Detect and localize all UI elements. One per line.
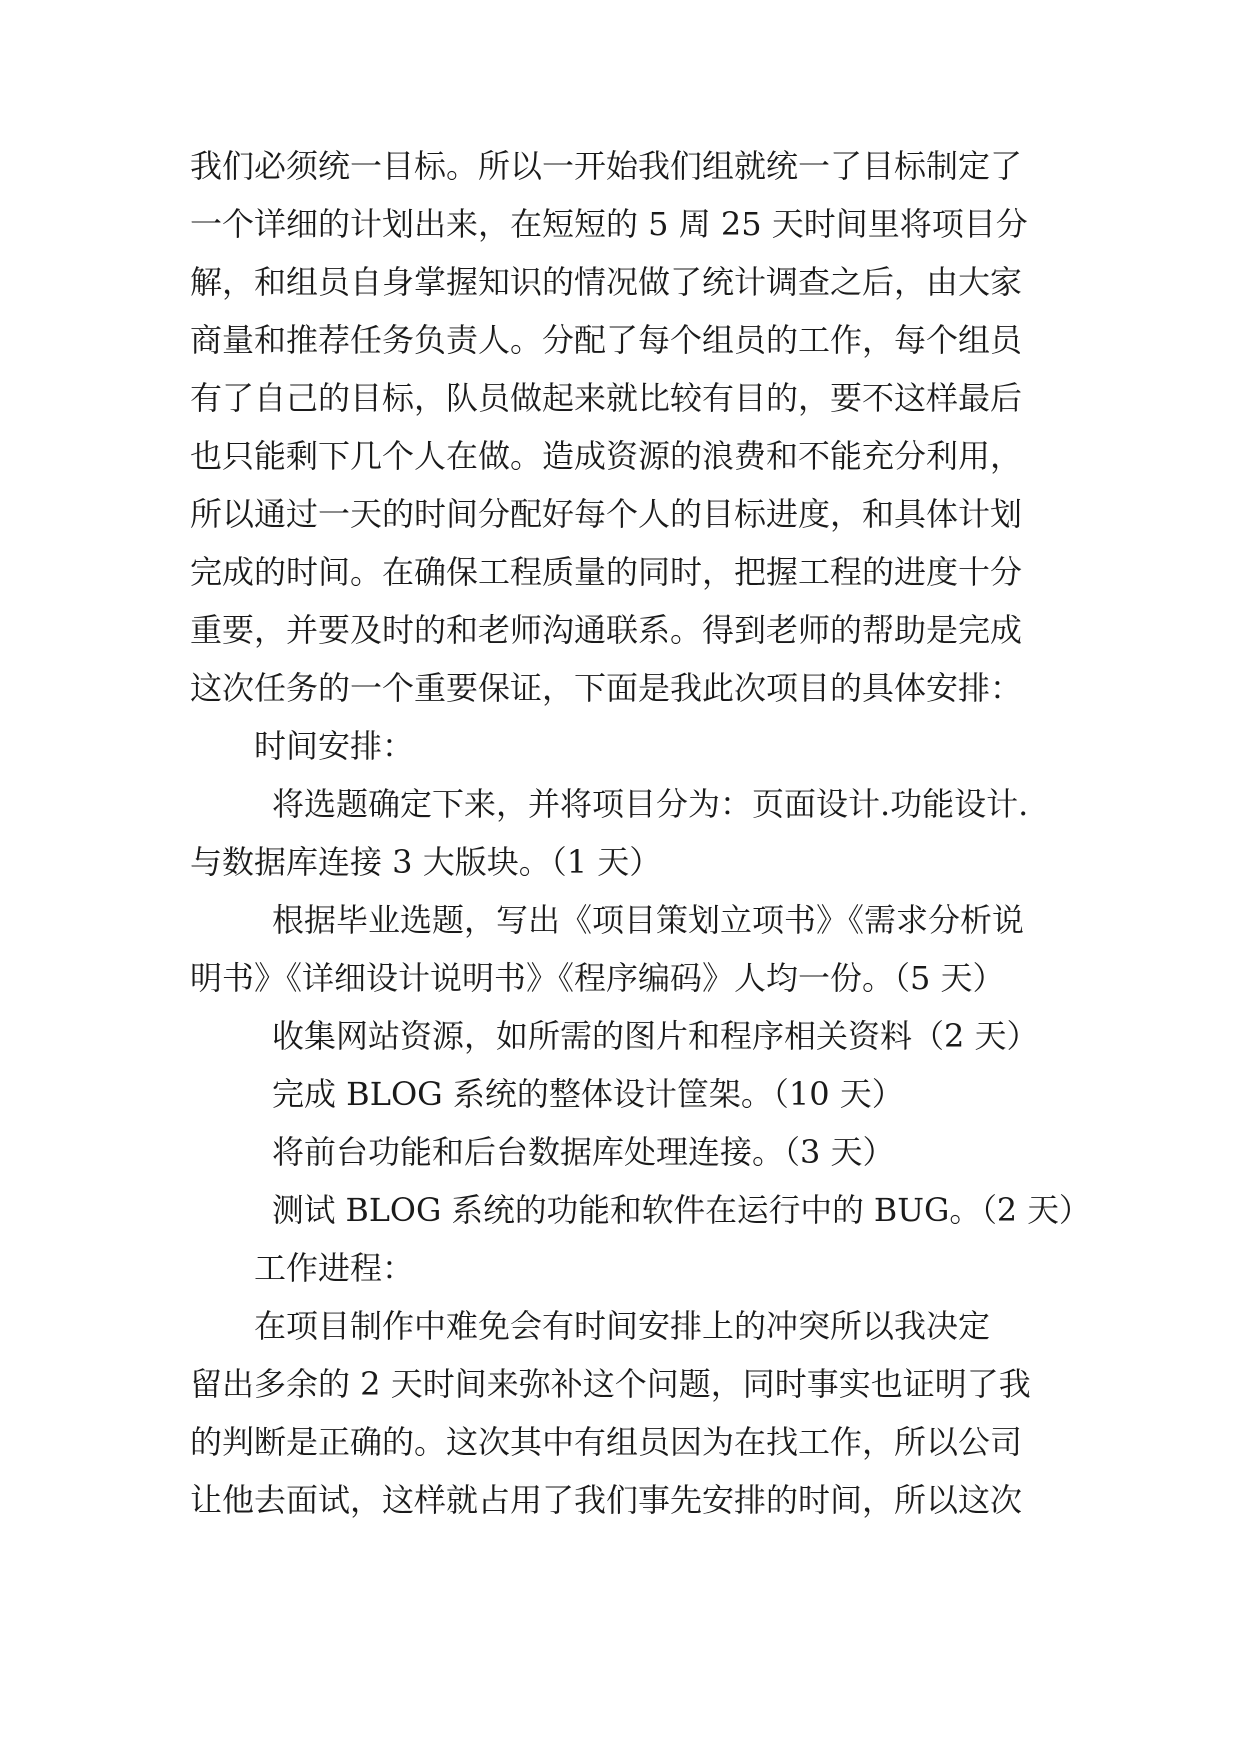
text-line: 的判断是正确的。这次其中有组员因为在找工作，所以公司 [190,1423,1023,1461]
schedule-item-continuation: 与数据库连接 3 大版块。（1 天） [190,843,662,881]
text-line: 商量和推荐任务负责人。分配了每个组员的工作，每个组员 [190,321,1023,359]
text-line: 所以通过一天的时间分配好每个人的目标进度，和具体计划 [190,495,1023,533]
text-line: 我们必须统一目标。所以一开始我们组就统一了目标制定了 [190,147,1023,185]
schedule-item: 将选题确定下来，并将项目分为：页面设计.功能设计. [272,785,1029,823]
text-line: 在项目制作中难免会有时间安排上的冲突所以我决定 [254,1307,991,1345]
section-heading-schedule: 时间安排： [254,727,415,765]
text-line: 也只能剩下几个人在做。造成资源的浪费和不能充分利用， [190,437,1023,475]
text-line: 留出多余的 2 天时间来弥补这个问题，同时事实也证明了我 [190,1365,1031,1403]
text-line: 完成的时间。在确保工程质量的同时，把握工程的进度十分 [190,553,1023,591]
text-line: 有了自己的目标，队员做起来就比较有目的，要不这样最后 [190,379,1023,417]
text-line: 解，和组员自身掌握知识的情况做了统计调查之后，由大家 [190,263,1023,301]
schedule-item: 完成 BLOG 系统的整体设计筐架。（10 天） [272,1075,904,1113]
schedule-item-continuation: 明书》《详细设计说明书》《程序编码》人均一份。（5 天） [190,959,1005,997]
text-line: 重要，并要及时的和老师沟通联系。得到老师的帮助是完成 [190,611,1023,649]
schedule-item: 收集网站资源，如所需的图片和程序相关资料（2 天） [272,1017,1039,1055]
text-line: 这次任务的一个重要保证，下面是我此次项目的具体安排： [190,669,1023,707]
schedule-item: 将前台功能和后台数据库处理连接。（3 天） [272,1133,895,1171]
schedule-item: 测试 BLOG 系统的功能和软件在运行中的 BUG。（2 天） [272,1191,1091,1229]
text-line: 一个详细的计划出来，在短短的 5 周 25 天时间里将项目分 [190,205,1028,243]
section-heading-progress: 工作进程： [254,1249,415,1287]
text-line: 让他去面试，这样就占用了我们事先安排的时间，所以这次 [190,1481,1023,1519]
schedule-item: 根据毕业选题，写出《项目策划立项书》《需求分析说 [272,901,1025,939]
